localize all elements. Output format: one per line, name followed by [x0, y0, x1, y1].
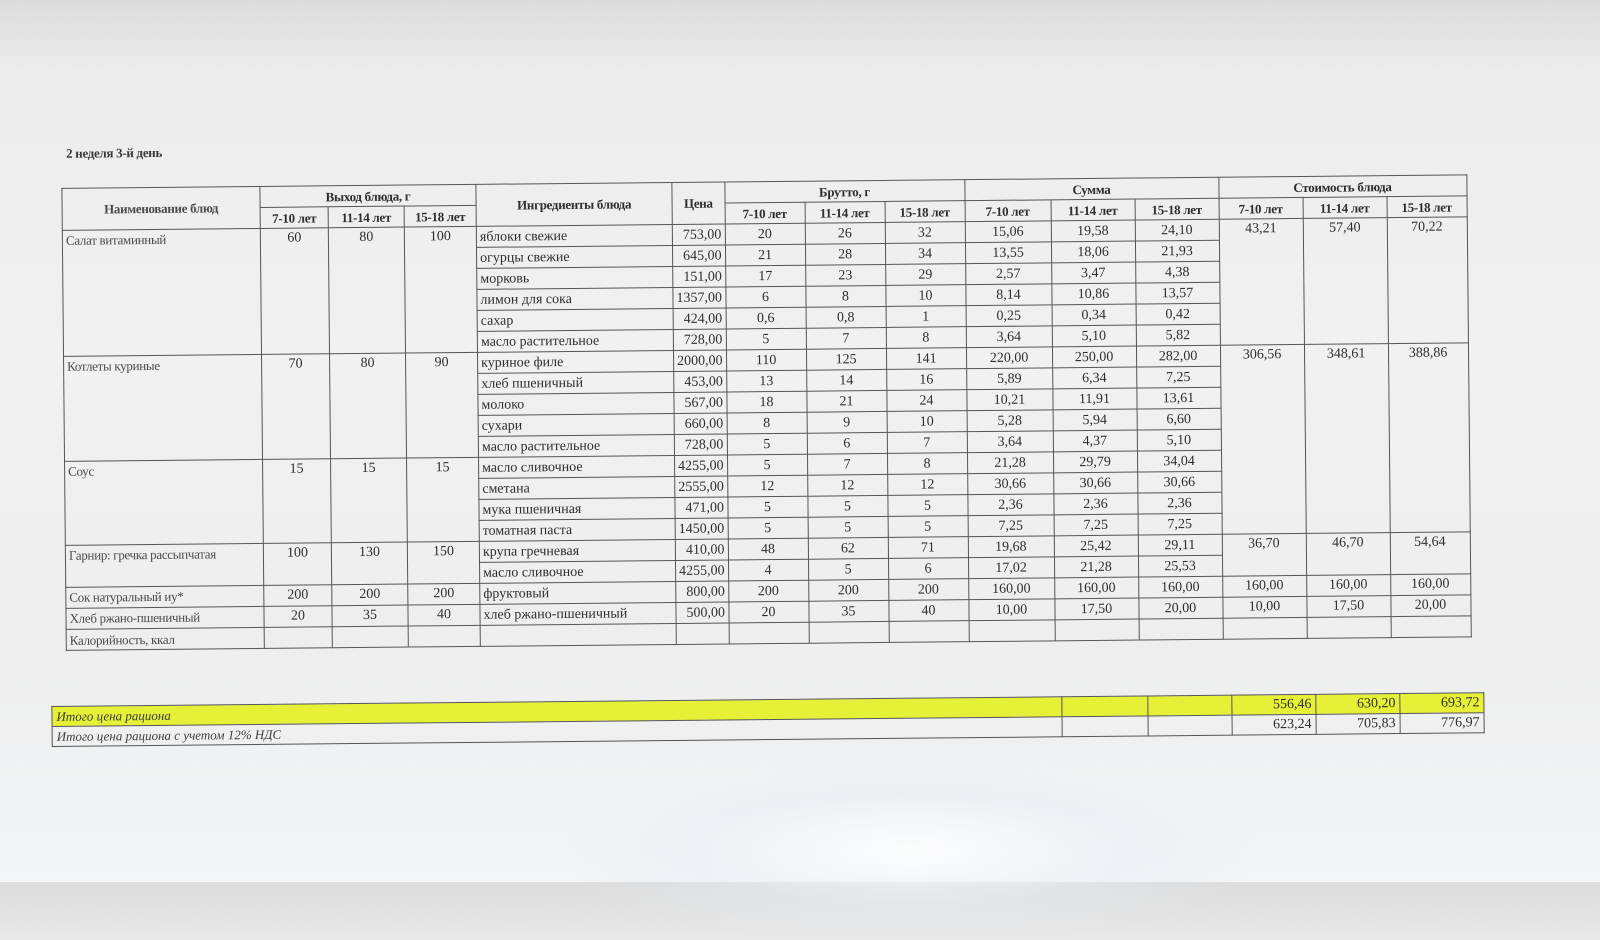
- dish-yield: 200: [408, 583, 480, 605]
- sum-value: 30,66: [1137, 471, 1221, 493]
- sum-value: 0,34: [1052, 304, 1136, 326]
- brutto-value: 125: [806, 348, 886, 370]
- brutto-value: 21: [725, 244, 805, 266]
- brutto-value: 29: [885, 264, 965, 286]
- dish-yield: 15: [407, 457, 480, 542]
- empty-cell: [1062, 696, 1148, 717]
- age-header: 7-10 лет: [725, 202, 805, 224]
- brutto-value: 0,6: [726, 307, 806, 329]
- sum-value: 20,00: [1138, 597, 1222, 619]
- sum-value: 4,38: [1135, 261, 1219, 283]
- brutto-value: 8: [727, 412, 807, 434]
- dish-yield: 150: [407, 541, 479, 584]
- empty-cell: [809, 621, 889, 643]
- brutto-value: 5: [807, 495, 887, 517]
- ingredient-price: 753,00: [672, 224, 725, 246]
- sum-value: 15,06: [965, 221, 1051, 243]
- brutto-value: 7: [887, 432, 967, 454]
- empty-cell: [264, 627, 332, 649]
- empty-cell: [1148, 715, 1232, 736]
- dish-cost: 54,64: [1390, 532, 1470, 575]
- empty-cell: [889, 621, 969, 643]
- dish-yield: 70: [262, 354, 331, 460]
- table-body: [62, 217, 1470, 650]
- sum-value: 19,58: [1051, 220, 1135, 242]
- brutto-value: 7: [806, 327, 886, 349]
- sum-value: 7,25: [1054, 514, 1138, 536]
- sum-value: 21,28: [1054, 556, 1138, 578]
- brutto-value: 5: [726, 328, 806, 350]
- sum-value: 10,00: [968, 599, 1054, 621]
- calorie-label: Калорийность, ккал: [66, 627, 264, 650]
- dish-cost: 57,40: [1303, 218, 1388, 345]
- sum-value: 2,36: [1137, 492, 1221, 514]
- ingredient-name: огурцы свежие: [476, 245, 672, 268]
- age-header: 15-18 лет: [1135, 198, 1219, 220]
- empty-cell: [1223, 617, 1307, 639]
- ingredient-name: лимон для сока: [477, 287, 673, 310]
- brutto-value: 4: [728, 559, 808, 581]
- sum-value: 250,00: [1052, 346, 1136, 368]
- empty-cell: [1139, 618, 1223, 640]
- sum-value: 5,89: [966, 368, 1052, 390]
- sum-value: 18,06: [1051, 241, 1135, 263]
- age-header: 11-14 лет: [805, 201, 885, 223]
- empty-cell: [1391, 616, 1471, 638]
- header-ingredients: Ингредиенты блюда: [476, 182, 672, 226]
- sum-value: 13,57: [1135, 282, 1219, 304]
- dish-cost: 70,22: [1387, 217, 1468, 344]
- dish-cost: 388,86: [1388, 343, 1470, 533]
- brutto-value: 5: [727, 433, 807, 455]
- dish-cost: 43,21: [1219, 218, 1304, 345]
- sum-value: 34,04: [1137, 450, 1221, 472]
- dish-cost: 160,00: [1390, 574, 1470, 596]
- sum-value: 21,93: [1135, 240, 1219, 262]
- header-cost: Стоимость блюда: [1218, 175, 1466, 198]
- sum-value: 6,34: [1052, 367, 1136, 389]
- sum-value: 10,21: [966, 389, 1052, 411]
- brutto-value: 9: [807, 411, 887, 433]
- empty-cell: [676, 623, 729, 645]
- age-header: 15-18 лет: [885, 201, 965, 223]
- sum-value: 7,25: [1136, 366, 1220, 388]
- sum-value: 160,00: [1054, 577, 1138, 599]
- brutto-value: 23: [805, 264, 885, 286]
- sum-value: 25,53: [1138, 555, 1222, 577]
- sum-value: 5,82: [1136, 324, 1220, 346]
- screen-glare: [560, 760, 1260, 940]
- ingredient-price: 151,00: [673, 266, 726, 288]
- brutto-value: 200: [888, 579, 968, 601]
- brutto-value: 200: [808, 579, 888, 601]
- empty-cell: [729, 622, 809, 644]
- ingredient-price: 453,00: [674, 371, 727, 393]
- dish-yield: 15: [331, 458, 408, 543]
- sum-value: 282,00: [1136, 345, 1220, 367]
- ingredient-name: хлеб пшеничный: [478, 371, 674, 394]
- empty-cell: [1307, 617, 1391, 639]
- ingredient-name: сахар: [477, 308, 673, 331]
- sum-value: 8,14: [965, 284, 1051, 306]
- brutto-value: 71: [888, 537, 968, 559]
- brutto-value: 13: [726, 370, 806, 392]
- ingredient-price: 410,00: [675, 539, 728, 561]
- sum-value: 24,10: [1135, 219, 1219, 241]
- sum-value: 220,00: [966, 347, 1052, 369]
- sum-value: 11,91: [1052, 388, 1136, 410]
- brutto-value: 40: [888, 600, 968, 622]
- menu-cost-table: [61, 174, 1471, 650]
- header-price: Цена: [672, 182, 725, 225]
- total-value: 556,46: [1232, 694, 1316, 715]
- empty-cell: [969, 620, 1055, 642]
- ingredient-name: масло растительное: [477, 329, 673, 352]
- ingredient-price: 645,00: [672, 245, 725, 267]
- vat-total-value: 705,83: [1316, 714, 1400, 735]
- vat-total-value: 623,24: [1232, 714, 1316, 735]
- dish-yield: 80: [330, 353, 407, 459]
- dish-yield: 200: [264, 585, 332, 607]
- total-value: 693,72: [1400, 693, 1484, 714]
- brutto-value: 20: [728, 601, 808, 623]
- vat-total-label: Итого цена рациона с учетом 12% НДС: [52, 717, 1062, 747]
- total-label: Итого цена рациона: [52, 697, 1062, 727]
- dish-cost: 160,00: [1222, 575, 1306, 597]
- ingredient-price: 728,00: [674, 434, 727, 456]
- sum-value: 10,86: [1051, 283, 1135, 305]
- brutto-value: 0,8: [806, 306, 886, 328]
- sum-value: 6,60: [1137, 408, 1221, 430]
- dish-yield: 100: [263, 543, 331, 586]
- ingredient-name: крупа гречневая: [479, 539, 675, 562]
- ingredient-price: 500,00: [676, 602, 729, 624]
- dish-yield: 15: [263, 459, 332, 544]
- dish-yield: 80: [328, 227, 405, 354]
- sum-value: 2,36: [967, 494, 1053, 516]
- ingredient-name: молоко: [478, 392, 674, 415]
- sheet-caption: 2 неделя 3-й день: [65, 144, 163, 161]
- ingredient-name: масло сливочное: [479, 455, 675, 478]
- sum-value: 19,68: [968, 536, 1054, 558]
- empty-cell: [480, 623, 676, 646]
- brutto-value: 14: [806, 369, 886, 391]
- ingredient-price: 728,00: [673, 329, 726, 351]
- ingredient-name: томатная паста: [479, 518, 675, 541]
- dish-name: Хлеб ржано-пшеничный: [66, 606, 264, 629]
- brutto-value: 5: [888, 516, 968, 538]
- brutto-value: 6: [888, 558, 968, 580]
- empty-cell: [408, 625, 480, 647]
- dish-cost: 20,00: [1390, 595, 1470, 617]
- sum-value: 29,11: [1138, 534, 1222, 556]
- brutto-value: 5: [887, 495, 967, 517]
- header-sum: Сумма: [964, 177, 1218, 200]
- ingredient-price: 4255,00: [674, 455, 727, 477]
- sum-value: 4,37: [1053, 430, 1137, 452]
- brutto-value: 12: [727, 475, 807, 497]
- brutto-value: 62: [808, 537, 888, 559]
- dish-yield: 20: [264, 606, 332, 628]
- brutto-value: 8: [805, 285, 885, 307]
- sum-value: 160,00: [1138, 576, 1222, 598]
- brutto-value: 1: [886, 306, 966, 328]
- brutto-value: 8: [886, 327, 966, 349]
- ingredient-price: 424,00: [673, 308, 726, 330]
- dish-cost: 306,56: [1220, 344, 1306, 534]
- sum-value: 5,94: [1053, 409, 1137, 431]
- header-dish-name: Наименование блюд: [62, 186, 260, 230]
- sum-value: 7,25: [968, 515, 1054, 537]
- sum-value: 17,02: [968, 557, 1054, 579]
- ingredient-name: сухари: [478, 413, 674, 436]
- brutto-value: 10: [887, 411, 967, 433]
- ingredient-price: 1357,00: [673, 287, 726, 309]
- brutto-value: 5: [808, 516, 888, 538]
- sum-value: 21,28: [967, 452, 1053, 474]
- brutto-value: 35: [808, 600, 888, 622]
- age-header: 11-14 лет: [328, 206, 404, 228]
- age-header: 15-18 лет: [404, 205, 476, 227]
- dish-cost: 46,70: [1306, 533, 1390, 576]
- ingredient-name: хлеб ржано-пшеничный: [480, 602, 676, 625]
- brutto-value: 110: [726, 349, 806, 371]
- dish-cost: 17,50: [1306, 596, 1390, 618]
- dish-yield: 35: [332, 605, 408, 627]
- brutto-value: 5: [727, 496, 807, 518]
- dish-name: Гарнир: гречка рассыпчатая: [65, 543, 263, 587]
- dish-name: Котлеты куриные: [64, 354, 263, 461]
- brutto-value: 10: [885, 285, 965, 307]
- ingredient-name: куриное филе: [478, 350, 674, 373]
- spreadsheet-sheet: [46, 132, 1562, 756]
- dish-cost: 36,70: [1222, 533, 1306, 576]
- brutto-value: 12: [887, 474, 967, 496]
- ingredient-price: 2000,00: [673, 350, 726, 372]
- empty-cell: [1148, 695, 1232, 716]
- empty-cell: [1055, 619, 1139, 641]
- dish-cost: 10,00: [1222, 596, 1306, 618]
- brutto-value: 26: [805, 222, 885, 244]
- sum-value: 0,25: [966, 305, 1052, 327]
- dish-name: Соус: [65, 459, 264, 545]
- brutto-value: 48: [728, 538, 808, 560]
- sum-value: 3,64: [967, 431, 1053, 453]
- ingredient-price: 800,00: [676, 581, 729, 603]
- brutto-value: 5: [728, 517, 808, 539]
- dish-yield: 100: [404, 226, 477, 353]
- ingredient-name: масло растительное: [478, 434, 674, 457]
- sum-value: 30,66: [967, 473, 1053, 495]
- brutto-value: 8: [887, 453, 967, 475]
- brutto-value: 32: [885, 222, 965, 244]
- ingredient-name: морковь: [477, 266, 673, 289]
- brutto-value: 5: [808, 558, 888, 580]
- ingredient-name: фруктовый: [480, 581, 676, 604]
- dish-cost: 160,00: [1306, 575, 1390, 597]
- age-header: 15-18 лет: [1387, 196, 1467, 218]
- dish-yield: 60: [260, 228, 329, 355]
- sum-value: 5,10: [1137, 429, 1221, 451]
- brutto-value: 200: [728, 580, 808, 602]
- brutto-value: 20: [725, 223, 805, 245]
- ingredient-name: мука пшеничная: [479, 497, 675, 520]
- brutto-value: 24: [886, 390, 966, 412]
- brutto-value: 7: [807, 453, 887, 475]
- brutto-value: 34: [885, 243, 965, 265]
- sum-value: 3,47: [1051, 262, 1135, 284]
- sum-value: 5,28: [967, 410, 1053, 432]
- ingredient-name: сметана: [479, 476, 675, 499]
- brutto-value: 12: [807, 474, 887, 496]
- dish-yield: 40: [408, 604, 480, 626]
- sum-value: 3,64: [966, 326, 1052, 348]
- dish-cost: 348,61: [1304, 344, 1390, 534]
- dish-yield: 130: [331, 542, 407, 585]
- sum-value: 2,57: [965, 263, 1051, 285]
- ingredient-price: 660,00: [674, 413, 727, 435]
- brutto-value: 18: [726, 391, 806, 413]
- dish-name: Сок натуральный иу*: [66, 585, 264, 608]
- brutto-value: 17: [725, 265, 805, 287]
- sum-value: 13,55: [965, 242, 1051, 264]
- sum-value: 0,42: [1136, 303, 1220, 325]
- brutto-value: 21: [806, 390, 886, 412]
- brutto-value: 16: [886, 369, 966, 391]
- sum-value: 13,61: [1136, 387, 1220, 409]
- sum-value: 160,00: [968, 578, 1054, 600]
- sum-value: 29,79: [1053, 451, 1137, 473]
- ingredient-price: 2555,00: [675, 476, 728, 498]
- sum-value: 30,66: [1053, 472, 1137, 494]
- ingredient-price: 1450,00: [675, 518, 728, 540]
- totals-table: [51, 692, 1484, 747]
- ingredient-name: масло сливочное: [480, 560, 676, 583]
- ingredient-price: 4255,00: [676, 560, 729, 582]
- age-header: 7-10 лет: [1219, 197, 1303, 219]
- ingredient-price: 471,00: [675, 497, 728, 519]
- sum-value: 17,50: [1054, 598, 1138, 620]
- header-yield: Выход блюда, г: [260, 184, 476, 207]
- sum-value: 7,25: [1138, 513, 1222, 535]
- sum-value: 25,42: [1054, 535, 1138, 557]
- age-header: 7-10 лет: [260, 207, 328, 229]
- sum-value: 2,36: [1053, 493, 1137, 515]
- dish-yield: 90: [406, 352, 479, 458]
- age-header: 11-14 лет: [1051, 199, 1135, 221]
- total-value: 630,20: [1316, 694, 1400, 715]
- brutto-value: 6: [725, 286, 805, 308]
- empty-cell: [1062, 716, 1148, 737]
- age-header: 11-14 лет: [1303, 197, 1387, 219]
- brutto-value: 5: [727, 454, 807, 476]
- ingredient-name: яблоки свежие: [476, 224, 672, 247]
- sum-value: 5,10: [1052, 325, 1136, 347]
- header-brutto: Брутто, г: [724, 180, 964, 203]
- brutto-value: 6: [807, 432, 887, 454]
- age-header: 7-10 лет: [965, 200, 1051, 222]
- brutto-value: 141: [886, 348, 966, 370]
- dish-yield: 200: [332, 584, 408, 606]
- ingredient-price: 567,00: [674, 392, 727, 414]
- brutto-value: 28: [805, 243, 885, 265]
- dish-name: Салат витаминный: [62, 228, 261, 356]
- empty-cell: [332, 626, 408, 648]
- vat-total-value: 776,97: [1400, 713, 1484, 734]
